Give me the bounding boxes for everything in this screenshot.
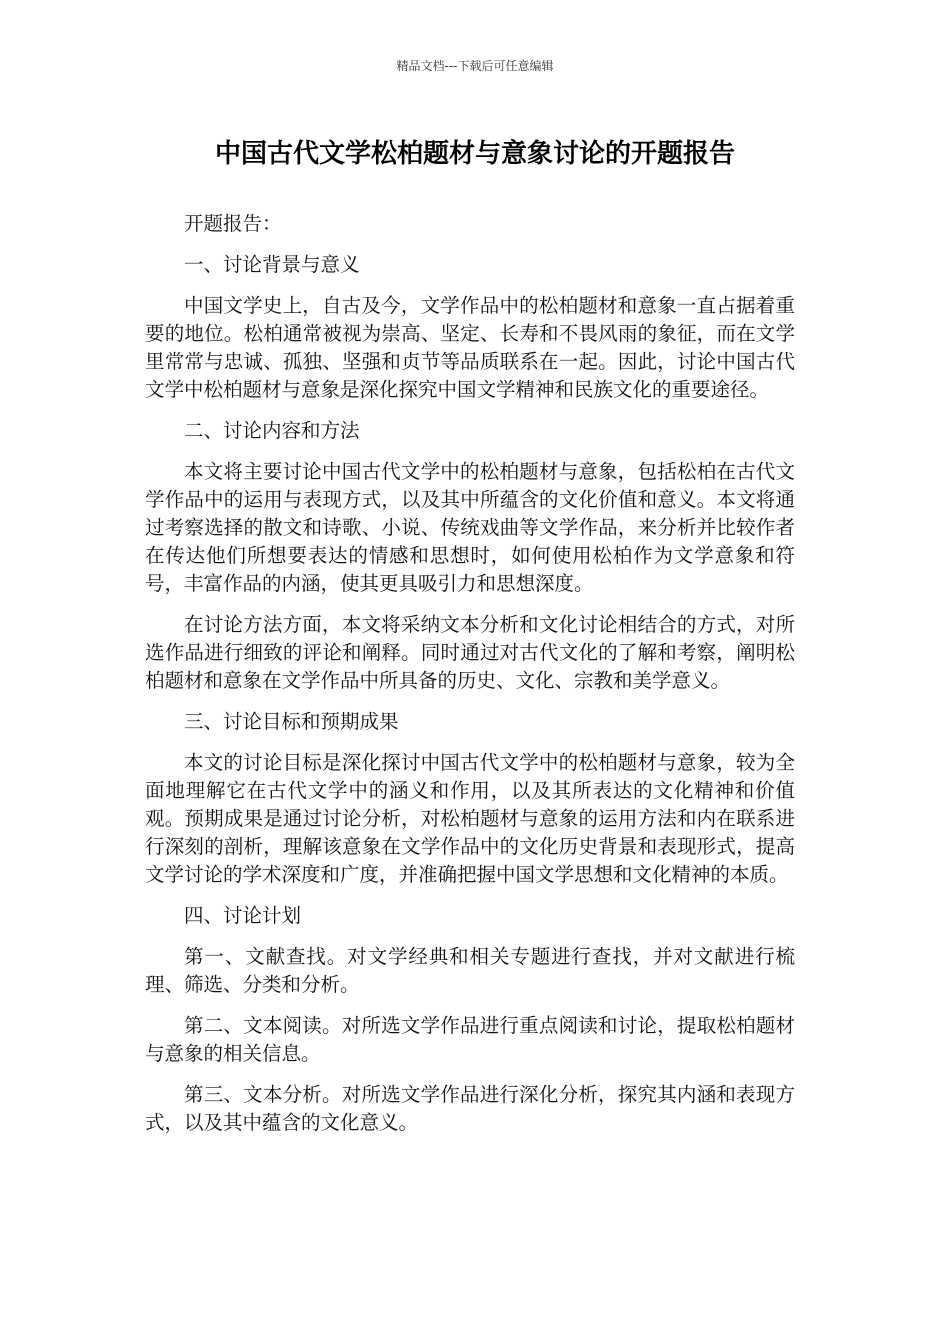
document-body — [145, 210, 795, 1150]
paragraph-plan-step-3: 第三、文本分析。对所选文学作品进行深化分析，探究其内涵和表现方式，以及其中蕴含的文化意义。 — [145, 1083, 795, 1134]
section-heading-content-method: 二、讨论内容和方法 — [184, 419, 360, 442]
paragraph-plan-step-1: 第一、文献查找。对文学经典和相关专题进行查找，并对文献进行梳理、筛选、分类和分析。 — [145, 945, 795, 996]
paragraph-intro-label: 开题报告： — [184, 212, 282, 235]
section-heading-background: 一、讨论背景与意义 — [184, 253, 360, 276]
section-heading-plan: 四、讨论计划 — [184, 904, 302, 927]
paragraph-goals: 本文的讨论目标是深化探讨中国古代文学中的松柏题材与意象，较为全面地理解它在古代文学中的涵义和作用，以及其所表达的文化精神和价值观。预期成果是通过讨论分析，对松柏题材与意象的运用方法和内在联系进行深刻的剖析，理解该意象在文学作品中的文化历史背景和表现形式，提高文学讨论的学术深度和广度，并准确把握中国文学思想和文化精神的本质。 — [145, 751, 795, 886]
section-heading-goals: 三、讨论目标和预期成果 — [184, 710, 399, 733]
paragraph-plan-step-2: 第二、文本阅读。对所选文学作品进行重点阅读和讨论，提取松柏题材与意象的相关信息。 — [145, 1014, 795, 1065]
paragraph-method: 在讨论方法方面，本文将采纳文本分析和文化讨论相结合的方式，对所选作品进行细致的评论和阐释。同时通过对古代文化的了解和考察，阐明松柏题材和意象在文学作品中所具备的历史、文化、宗教和美学意义。 — [145, 613, 795, 692]
paragraph-content: 本文将主要讨论中国古代文学中的松柏题材与意象，包括松柏在古代文学作品中的运用与表现方式，以及其中所蕴含的文化价值和意义。本文将通过考察选择的散文和诗歌、小说、传统戏曲等文学作品，来分析并比较作者在传达他们所想要表达的情感和思想时，如何使用松柏作为文学意象和符号，丰富作品的内涵，使其更具吸引力和思想深度。 — [145, 460, 795, 595]
header-note: 精品文档---下载后可任意编辑 — [396, 59, 554, 73]
document-title: 中国古代文学松柏题材与意象讨论的开题报告 — [214, 139, 735, 169]
paragraph-background: 中国文学史上，自古及今，文学作品中的松柏题材和意象一直占据着重要的地位。松柏通常被视为崇高、坚定、长寿和不畏风雨的象征，而在文学里常常与忠诚、孤独、坚强和贞节等品质联系在一起。因此，讨论中国古代文学中松柏题材与意象是深化探究中国文学精神和民族文化的重要途径。 — [145, 294, 795, 401]
